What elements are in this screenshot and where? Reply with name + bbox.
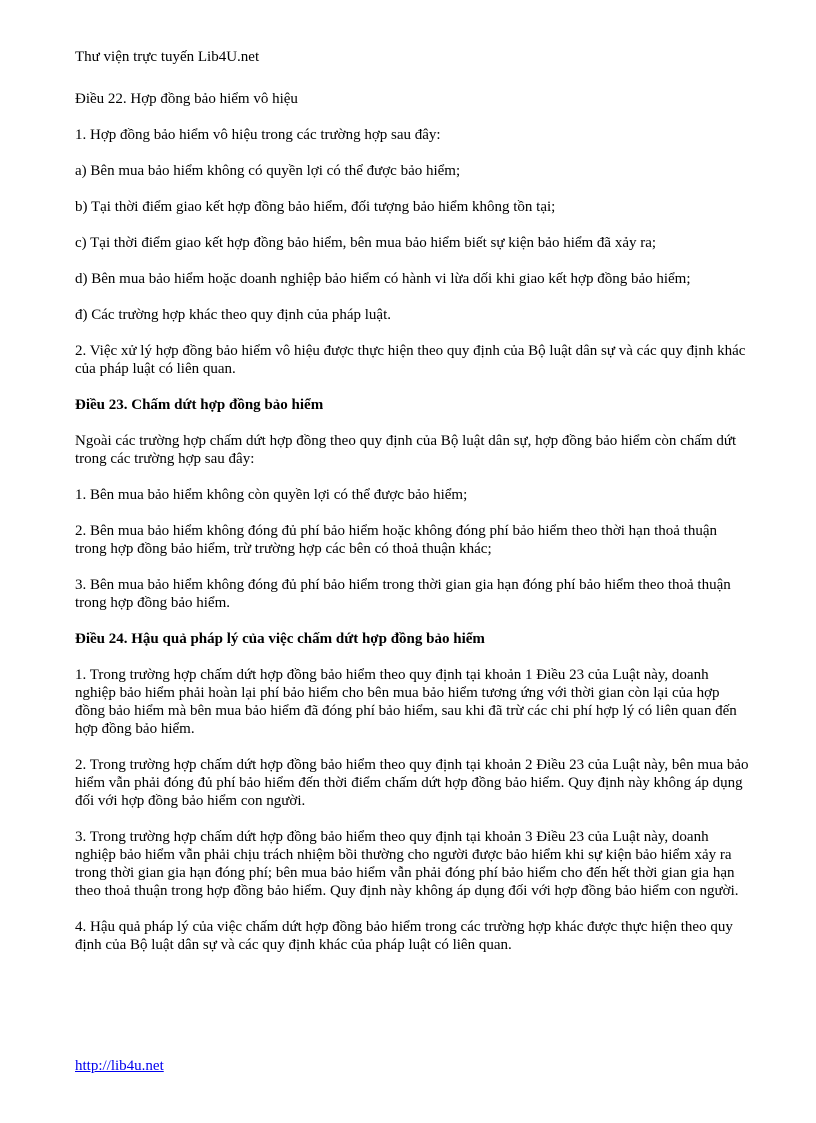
article-23-intro: Ngoài các trường hợp chấm dứt hợp đồng theo quy định của Bộ luật dân sự, hợp đồng bảo hiểm còn chấm dứt trong các trường hợp sau đây: bbox=[75, 433, 737, 467]
footer-link[interactable]: http://lib4u.net bbox=[75, 1058, 164, 1074]
document-page bbox=[75, 48, 750, 972]
article-22-item-a: a) Bên mua bảo hiểm không có quyền lợi có thể được bảo hiểm; bbox=[75, 163, 461, 179]
article-22-para-2: 2. Việc xử lý hợp đồng bảo hiểm vô hiệu được thực hiện theo quy định của Bộ luật dân sự và các quy định khác của pháp luật có liên quan. bbox=[75, 343, 746, 377]
article-22-item-d: d) Bên mua bảo hiểm hoặc doanh nghiệp bảo hiểm có hành vi lừa dối khi giao kết hợp đồng bảo hiểm; bbox=[75, 271, 691, 287]
article-22-para-1: 1. Hợp đồng bảo hiểm vô hiệu trong các trường hợp sau đây: bbox=[75, 127, 441, 143]
site-header: Thư viện trực tuyến Lib4U.net bbox=[75, 49, 260, 65]
article-22-title: Điều 22. Hợp đồng bảo hiểm vô hiệu bbox=[75, 91, 298, 107]
page-footer bbox=[75, 1057, 164, 1075]
article-23-title: Điều 23. Chấm dứt hợp đồng bảo hiểm bbox=[75, 397, 324, 413]
article-22-item-b: b) Tại thời điểm giao kết hợp đồng bảo hiểm, đối tượng bảo hiểm không tồn tại; bbox=[75, 199, 556, 215]
article-24-item-4: 4. Hậu quả pháp lý của việc chấm dứt hợp đồng bảo hiểm trong các trường hợp khác được thực hiện theo quy định của Bộ luật dân sự và các quy định khác của pháp luật có liên quan. bbox=[75, 919, 733, 953]
article-23-item-2: 2. Bên mua bảo hiểm không đóng đủ phí bảo hiểm hoặc không đóng phí bảo hiểm theo thời hạn thoả thuận trong hợp đồng bảo hiểm, trừ trường hợp các bên có thoả thuận khác; bbox=[75, 523, 717, 557]
article-22-item-c: c) Tại thời điểm giao kết hợp đồng bảo hiểm, bên mua bảo hiểm biết sự kiện bảo hiểm đã xảy ra; bbox=[75, 235, 657, 251]
article-24-item-3: 3. Trong trường hợp chấm dứt hợp đồng bảo hiểm theo quy định tại khoản 3 Điều 23 của Luật này, doanh nghiệp bảo hiểm vẫn phải chịu trách nhiệm bồi thường cho người được bảo hiểm khi sự kiện bảo hiểm xảy ra trong thời gian gia hạn đóng phí; bên mua bảo hiểm vẫn phải đóng phí bảo hiểm cho đến hết thời gian gia hạn theo thoả thuận trong hợp đồng bảo hiểm. Quy định này không áp dụng đối với hợp đồng bảo hiểm con người. bbox=[75, 829, 739, 899]
article-24-item-2: 2. Trong trường hợp chấm dứt hợp đồng bảo hiểm theo quy định tại khoản 2 Điều 23 của Luật này, bên mua bảo hiểm vẫn phải đóng đủ phí bảo hiểm đến thời điểm chấm dứt hợp đồng bảo hiểm. Quy định này không áp dụng đối với hợp đồng bảo hiểm con người. bbox=[75, 757, 749, 809]
article-23-item-3: 3. Bên mua bảo hiểm không đóng đủ phí bảo hiểm trong thời gian gia hạn đóng phí bảo hiểm theo thoả thuận trong hợp đồng bảo hiểm. bbox=[75, 577, 731, 611]
article-23-item-1: 1. Bên mua bảo hiểm không còn quyền lợi có thể được bảo hiểm; bbox=[75, 487, 468, 503]
article-24-item-1: 1. Trong trường hợp chấm dứt hợp đồng bảo hiểm theo quy định tại khoản 1 Điều 23 của Luật này, doanh nghiệp bảo hiểm phải hoàn lại phí bảo hiểm cho bên mua bảo hiểm tương ứng với thời gian còn lại của hợp đồng bảo hiểm mà bên mua bảo hiểm đã đóng phí bảo hiểm, sau khi đã trừ các chi phí hợp lý có liên quan đến hợp đồng bảo hiểm. bbox=[75, 667, 737, 737]
article-24-title: Điều 24. Hậu quả pháp lý của việc chấm dứt hợp đồng bảo hiểm bbox=[75, 631, 485, 647]
article-22-item-dd: đ) Các trường hợp khác theo quy định của pháp luật. bbox=[75, 307, 391, 323]
